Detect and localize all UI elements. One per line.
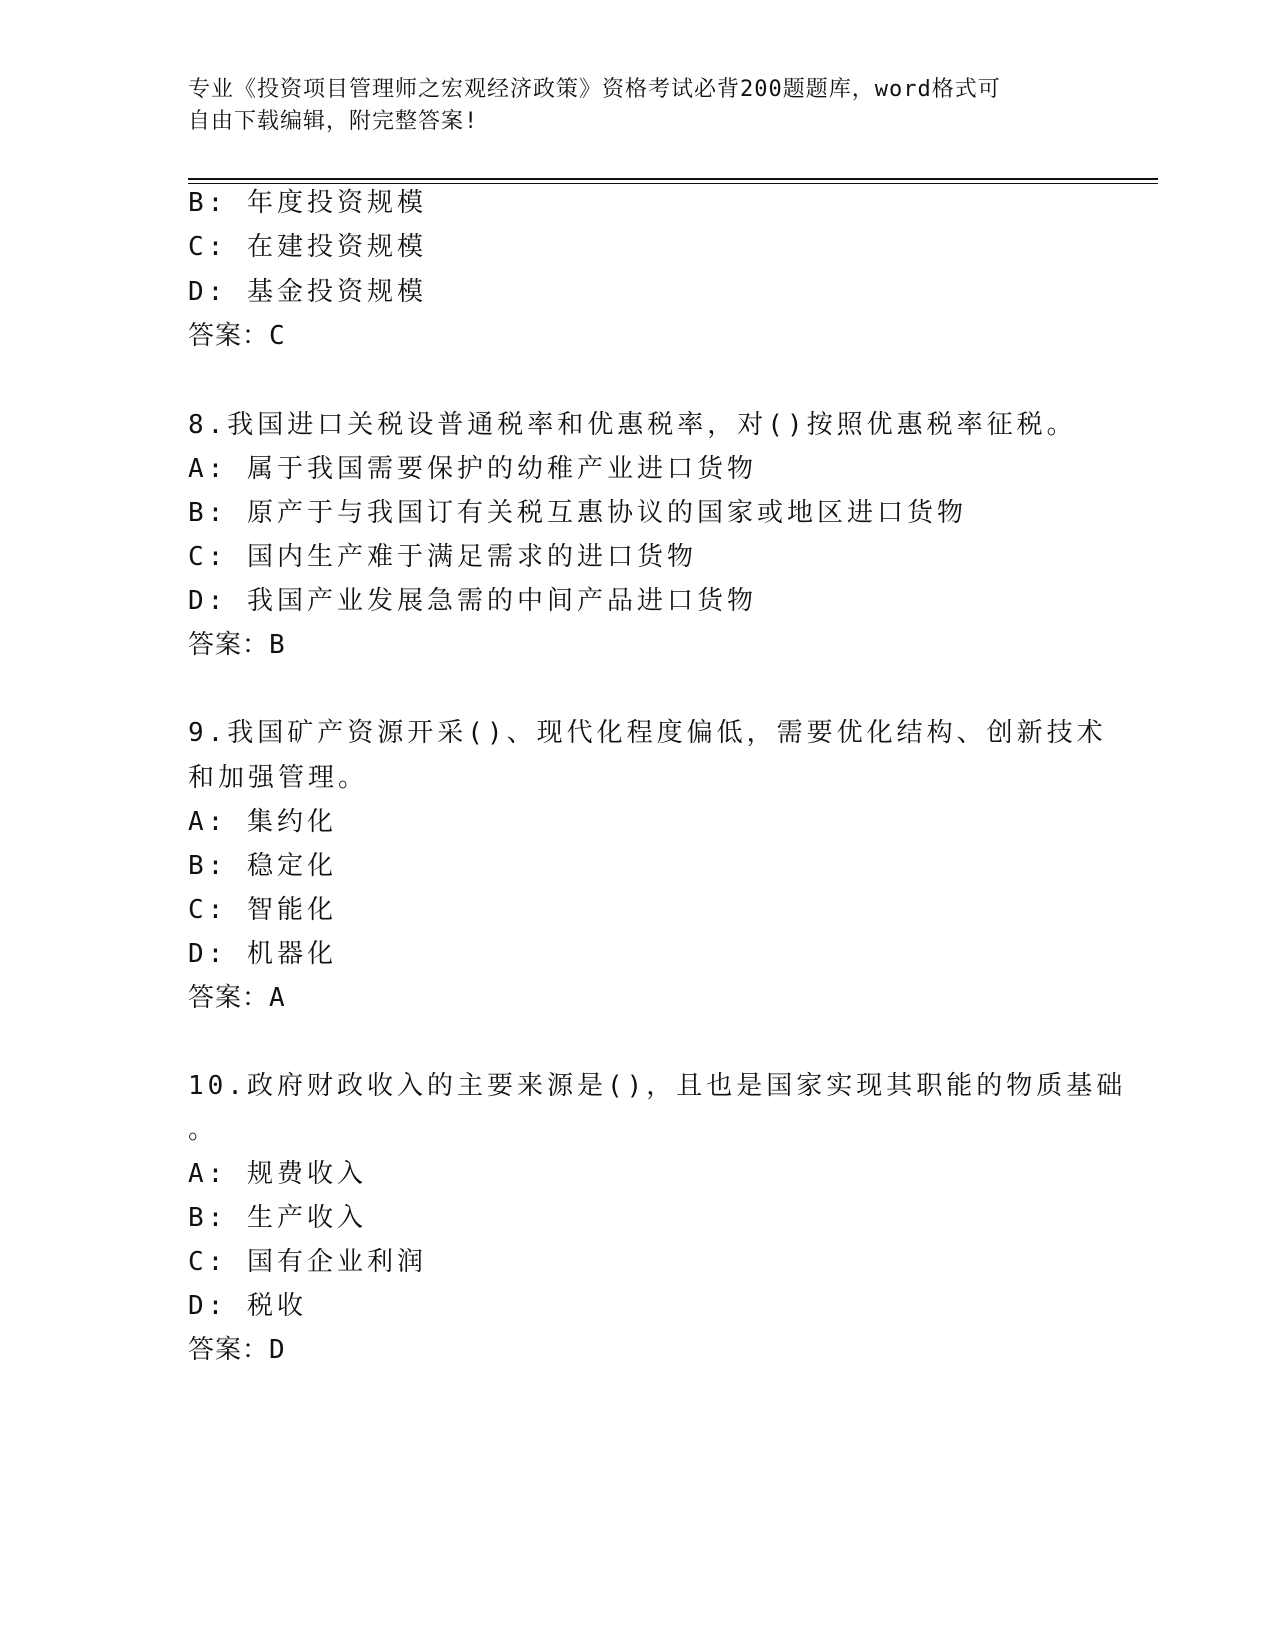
question-stem: 8.我国进口关税设普通税率和优惠税率，对()按照优惠税率征税。 (188, 410, 1077, 440)
option-c: C: 智能化 (188, 895, 337, 925)
question-stem-line-1: 10.政府财政收入的主要来源是()，且也是国家实现其职能的物质基础 (188, 1071, 1127, 1101)
question-stem-line-2: 和加强管理。 (188, 763, 369, 793)
option-a: A: 属于我国需要保护的幼稚产业进口货物 (188, 454, 757, 484)
option-b: B: 原产于与我国订有关税互惠协议的国家或地区进口货物 (188, 498, 967, 528)
question-stem-line-2: 。 (188, 1115, 219, 1145)
option-b: B: 年度投资规模 (188, 188, 427, 218)
option-c: C: 国内生产难于满足需求的进口货物 (188, 542, 697, 572)
option-c: C: 在建投资规模 (188, 232, 427, 262)
header-divider-thin (188, 183, 1158, 184)
option-a: A: 规费收入 (188, 1159, 367, 1189)
header-line-1: 专业《投资项目管理师之宏观经济政策》资格考试必背200题题库，word格式可 (188, 77, 1001, 102)
answer: 答案：C (188, 321, 286, 351)
option-a: A: 集约化 (188, 807, 337, 837)
option-b: B: 生产收入 (188, 1203, 367, 1233)
header-divider (188, 178, 1158, 180)
question-stem-line-1: 9.我国矿产资源开采()、现代化程度偏低，需要优化结构、创新技术 (188, 718, 1107, 748)
answer: 答案：A (188, 983, 286, 1013)
answer: 答案：B (188, 630, 286, 660)
option-d: D: 机器化 (188, 939, 337, 969)
option-d: D: 我国产业发展急需的中间产品进口货物 (188, 586, 757, 616)
document-header (188, 74, 1088, 138)
option-d: D: 基金投资规模 (188, 277, 427, 307)
option-c: C: 国有企业利润 (188, 1247, 427, 1277)
answer: 答案：D (188, 1335, 286, 1365)
option-b: B: 稳定化 (188, 851, 337, 881)
header-line-2: 自由下载编辑，附完整答案! (188, 109, 479, 134)
option-d: D: 税收 (188, 1291, 307, 1321)
